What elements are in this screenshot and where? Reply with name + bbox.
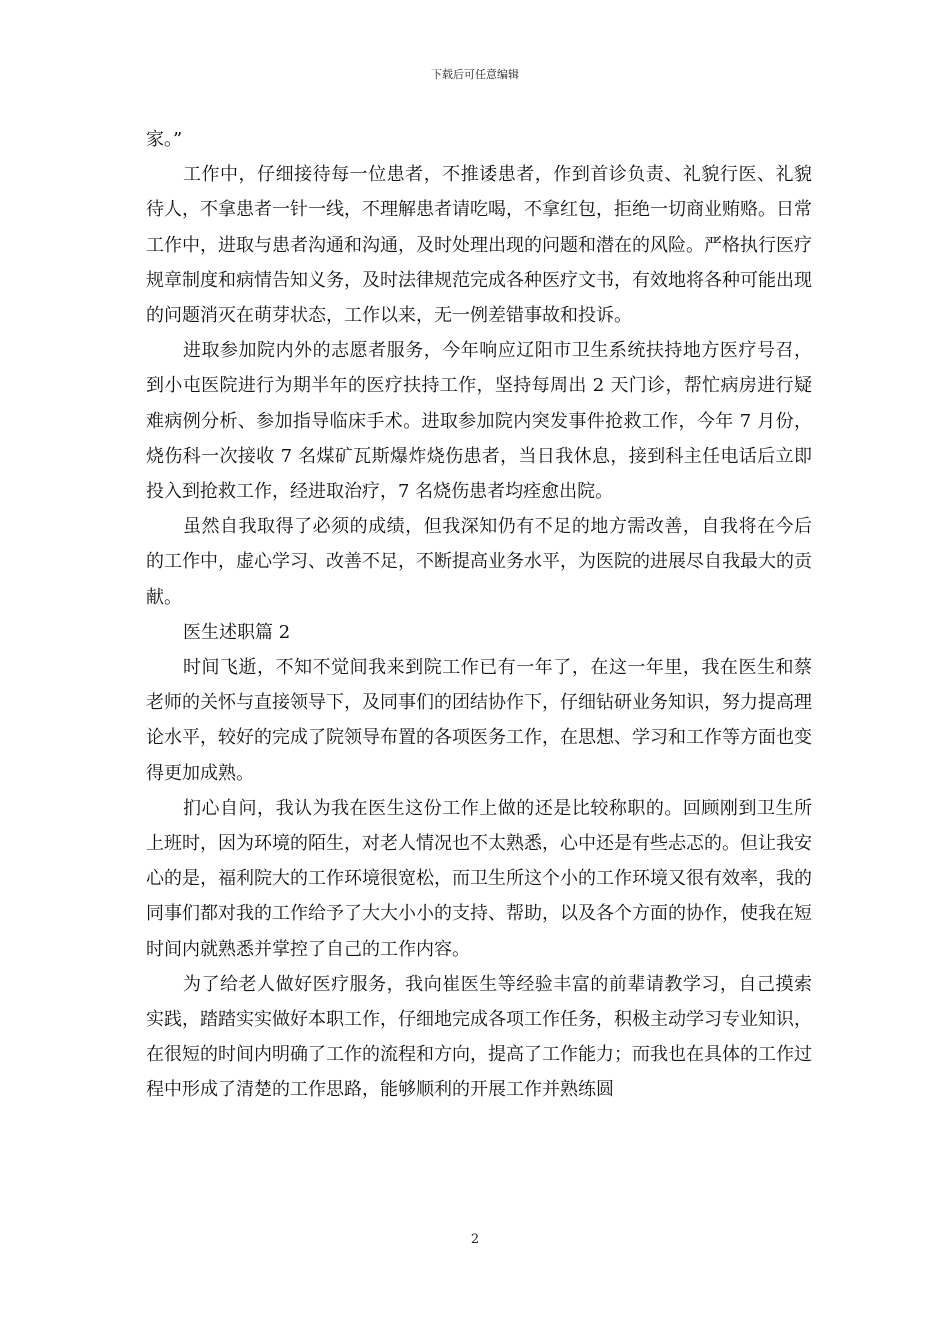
paragraph: 虽然自我取得了必须的成绩，但我深知仍有不足的地方需改善，自我将在今后的工作中，虚心学习、改善不足，不断提高业务水平，为医院的进展尽自我最大的贡献。 — [146, 516, 812, 608]
document-body — [146, 122, 812, 1108]
paragraph: 工作中，仔细接待每一位患者，不推诿患者，作到首诊负责、礼貌行医、礼貌待人，不拿患者一针一线，不理解患者请吃喝，不拿红包，拒绝一切商业贿赂。日常工作中，进取与患者沟通和沟通，及时处理出现的问题和潜在的风险。严格执行医疗规章制度和病情告知义务，及时法律规范完成各种医疗文书，有效地将各种可能出现的问题消灭在萌芽状态，工作以来，无一例差错事故和投诉。 — [146, 164, 812, 327]
page-header: 下载后可任意编辑 — [431, 68, 519, 81]
section-heading: 医生述职篇 2 — [183, 621, 291, 643]
paragraph: 扪心自问，我认为我在医生这份工作上做的还是比较称职的。回顾刚到卫生所上班时，因为环境的陌生，对老人情况也不太熟悉，心中还是有些忐忑的。但让我安心的是，福利院大的工作环境很宽松，而卫生所这个小的工作环境又很有效率，我的同事们都对我的工作给予了大大小小的支持、帮助，以及各个方面的协作，使我在短时间内就熟悉并掌控了自己的工作内容。 — [146, 797, 812, 960]
paragraph: 为了给老人做好医疗服务，我向崔医生等经验丰富的前辈请教学习，自己摸索实践，踏踏实实做好本职工作，仔细地完成各项工作任务，积极主动学习专业知识，在很短的时间内明确了工作的流程和方向，提高了工作能力；而我也在具体的工作过程中形成了清楚的工作思路，能够顺利的开展工作并熟练圆 — [146, 973, 812, 1101]
page-number: 2 — [470, 1232, 480, 1247]
paragraph: 时间飞逝，不知不觉间我来到院工作已有一年了，在这一年里，我在医生和蔡老师的关怀与直接领导下，及同事们的团结协作下，仔细钻研业务知识，努力提高理论水平，较好的完成了院领导布置的各项医务工作，在思想、学习和工作等方面也变得更加成熟。 — [146, 657, 812, 784]
paragraph-continuation: 家。” — [146, 129, 183, 150]
paragraph: 进取参加院内外的志愿者服务，今年响应辽阳市卫生系统扶持地方医疗号召，到小屯医院进行为期半年的医疗扶持工作，坚持每周出 2 天门诊，帮忙病房进行疑难病例分析、参加指导临床手术。进取参加院内突发事件抢救工作，今年 7 月份，烧伤科一次接收 7 名煤矿瓦斯爆炸烧伤患者，当日我休息，接到科主任电话后立即投入到抢救工作，经进取治疗，7 名烧伤患者均痊愈出院。 — [146, 340, 812, 503]
